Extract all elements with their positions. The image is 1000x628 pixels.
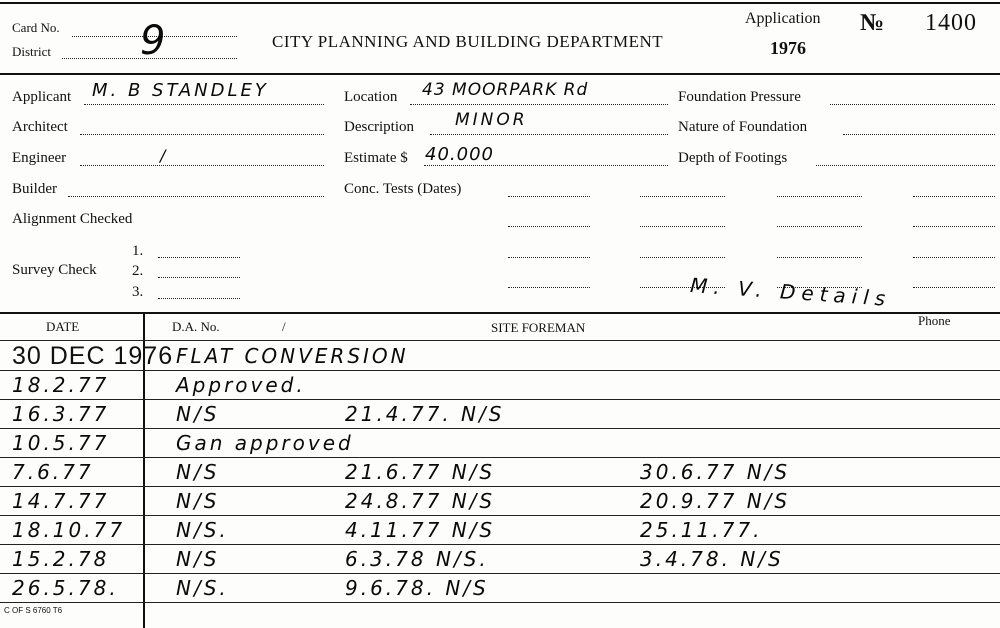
row-entry-1: N/S.	[176, 518, 229, 542]
applicant-value: M. B STANDLEY	[92, 80, 269, 101]
survey-2: 2.	[132, 263, 144, 279]
depth-footings-line	[816, 165, 995, 166]
conc-line	[508, 196, 590, 197]
header-divider	[0, 73, 1000, 75]
location-value: 43 MOORPARK Rd	[422, 80, 589, 100]
architect-line	[80, 134, 324, 135]
depth-footings-label: Depth of Footings	[678, 150, 788, 166]
row-entry-3: 30.6.77 N/S	[640, 460, 791, 484]
conc-line	[777, 196, 862, 197]
conc-line	[777, 257, 862, 258]
row-entry-3: 20.9.77 N/S	[640, 489, 791, 513]
row-entry-2: 21.6.77 N/S	[345, 460, 496, 484]
builder-label: Builder	[12, 181, 57, 197]
row-date: 10.5.77	[12, 431, 110, 455]
row-date: 14.7.77	[12, 489, 110, 513]
conc-line	[913, 226, 995, 227]
col-da-header: D.A. No.	[172, 319, 220, 334]
conc-line	[508, 257, 590, 258]
row-entry-1: Gan approved	[176, 431, 354, 455]
row-entry-1: Approved.	[176, 373, 306, 397]
survey-line-1	[158, 257, 240, 258]
row-entry-2: 9.6.78. N/S	[345, 576, 489, 600]
col-phone-header: Phone	[918, 313, 951, 328]
description-line	[430, 134, 668, 135]
description-value: MINOR	[455, 110, 528, 130]
survey-line-3	[158, 298, 240, 299]
survey-line-2	[158, 277, 240, 278]
table-row	[0, 400, 1000, 429]
builder-line	[68, 196, 324, 197]
row-entry-3: 3.4.78. N/S	[640, 547, 784, 571]
table-row	[0, 429, 1000, 458]
table-row	[0, 458, 1000, 487]
table-row	[0, 574, 1000, 603]
table-row	[0, 371, 1000, 400]
engineer-line	[80, 165, 324, 166]
table-top-rule	[0, 312, 1000, 314]
form-code: C OF S 6760 T6	[4, 606, 63, 615]
estimate-line	[424, 165, 668, 166]
row-date: 18.2.77	[12, 373, 110, 397]
engineer-label: Engineer	[12, 150, 67, 166]
top-border	[0, 2, 1000, 4]
foundation-pressure-line	[830, 104, 995, 105]
col-date-header: DATE	[46, 319, 80, 334]
card-no-label: Card No.	[12, 20, 60, 35]
estimate-label: Estimate $	[344, 150, 408, 166]
row-entry-1: N/S	[176, 489, 220, 513]
engineer-value: /	[160, 146, 169, 165]
row-entry-2: 24.8.77 N/S	[345, 489, 496, 513]
table-row	[0, 342, 1000, 371]
application-label: Application	[745, 10, 821, 27]
conc-line	[640, 196, 725, 197]
table-row	[0, 516, 1000, 545]
location-line	[410, 104, 668, 105]
row-rule	[0, 602, 1000, 603]
architect-label: Architect	[12, 119, 68, 135]
conc-line	[640, 257, 725, 258]
conc-line	[913, 257, 995, 258]
row-entry-1: FLAT CONVERSION	[176, 344, 409, 368]
table-row	[0, 487, 1000, 516]
estimate-value: 40.000	[425, 144, 494, 165]
department-title: CITY PLANNING AND BUILDING DEPARTMENT	[272, 32, 664, 51]
conc-line	[913, 196, 995, 197]
row-entry-3: 25.11.77.	[640, 518, 763, 542]
conc-line	[640, 226, 725, 227]
conc-tests-label: Conc. Tests (Dates)	[344, 181, 462, 197]
row-date: 26.5.78.	[12, 576, 119, 600]
row-entry-1: N/S	[176, 460, 220, 484]
nature-foundation-line	[843, 134, 995, 135]
row-entry-1: N/S	[176, 547, 220, 571]
table-row	[0, 545, 1000, 574]
district-label: District	[12, 44, 51, 59]
header-row-rule	[0, 340, 1000, 341]
col-da-mark: /	[282, 319, 286, 334]
row-entry-2: 4.11.77 N/S	[345, 518, 496, 542]
row-date: 30 DEC 1976	[12, 342, 174, 370]
foundation-pressure-label: Foundation Pressure	[678, 89, 801, 105]
conc-line	[913, 287, 995, 288]
col-site-header: SITE FOREMAN	[491, 320, 586, 335]
row-date: 18.10.77	[12, 518, 126, 542]
row-date: 7.6.77	[12, 460, 94, 484]
location-label: Location	[344, 89, 398, 105]
applicant-line	[84, 104, 324, 105]
survey-3: 3.	[132, 284, 144, 300]
row-entry-2: 6.3.78 N/S.	[345, 547, 489, 571]
conc-line	[777, 226, 862, 227]
application-year: 1976	[770, 38, 806, 58]
alignment-label: Alignment Checked	[12, 211, 133, 227]
district-value: 9	[140, 18, 169, 64]
conc-line	[508, 226, 590, 227]
row-entry-1: N/S.	[176, 576, 229, 600]
row-entry-1: N/S	[176, 402, 220, 426]
nature-foundation-label: Nature of Foundation	[678, 119, 808, 135]
mv-details: M. V. Details	[689, 273, 893, 311]
applicant-label: Applicant	[12, 89, 72, 105]
number-symbol: №	[860, 10, 885, 36]
row-date: 15.2.78	[12, 547, 110, 571]
description-label: Description	[344, 119, 414, 135]
row-entry-2: 21.4.77. N/S	[345, 402, 505, 426]
row-date: 16.3.77	[12, 402, 110, 426]
survey-1: 1.	[132, 243, 144, 259]
application-number: 1400	[925, 10, 977, 36]
conc-line	[508, 287, 590, 288]
survey-label: Survey Check	[12, 262, 97, 278]
